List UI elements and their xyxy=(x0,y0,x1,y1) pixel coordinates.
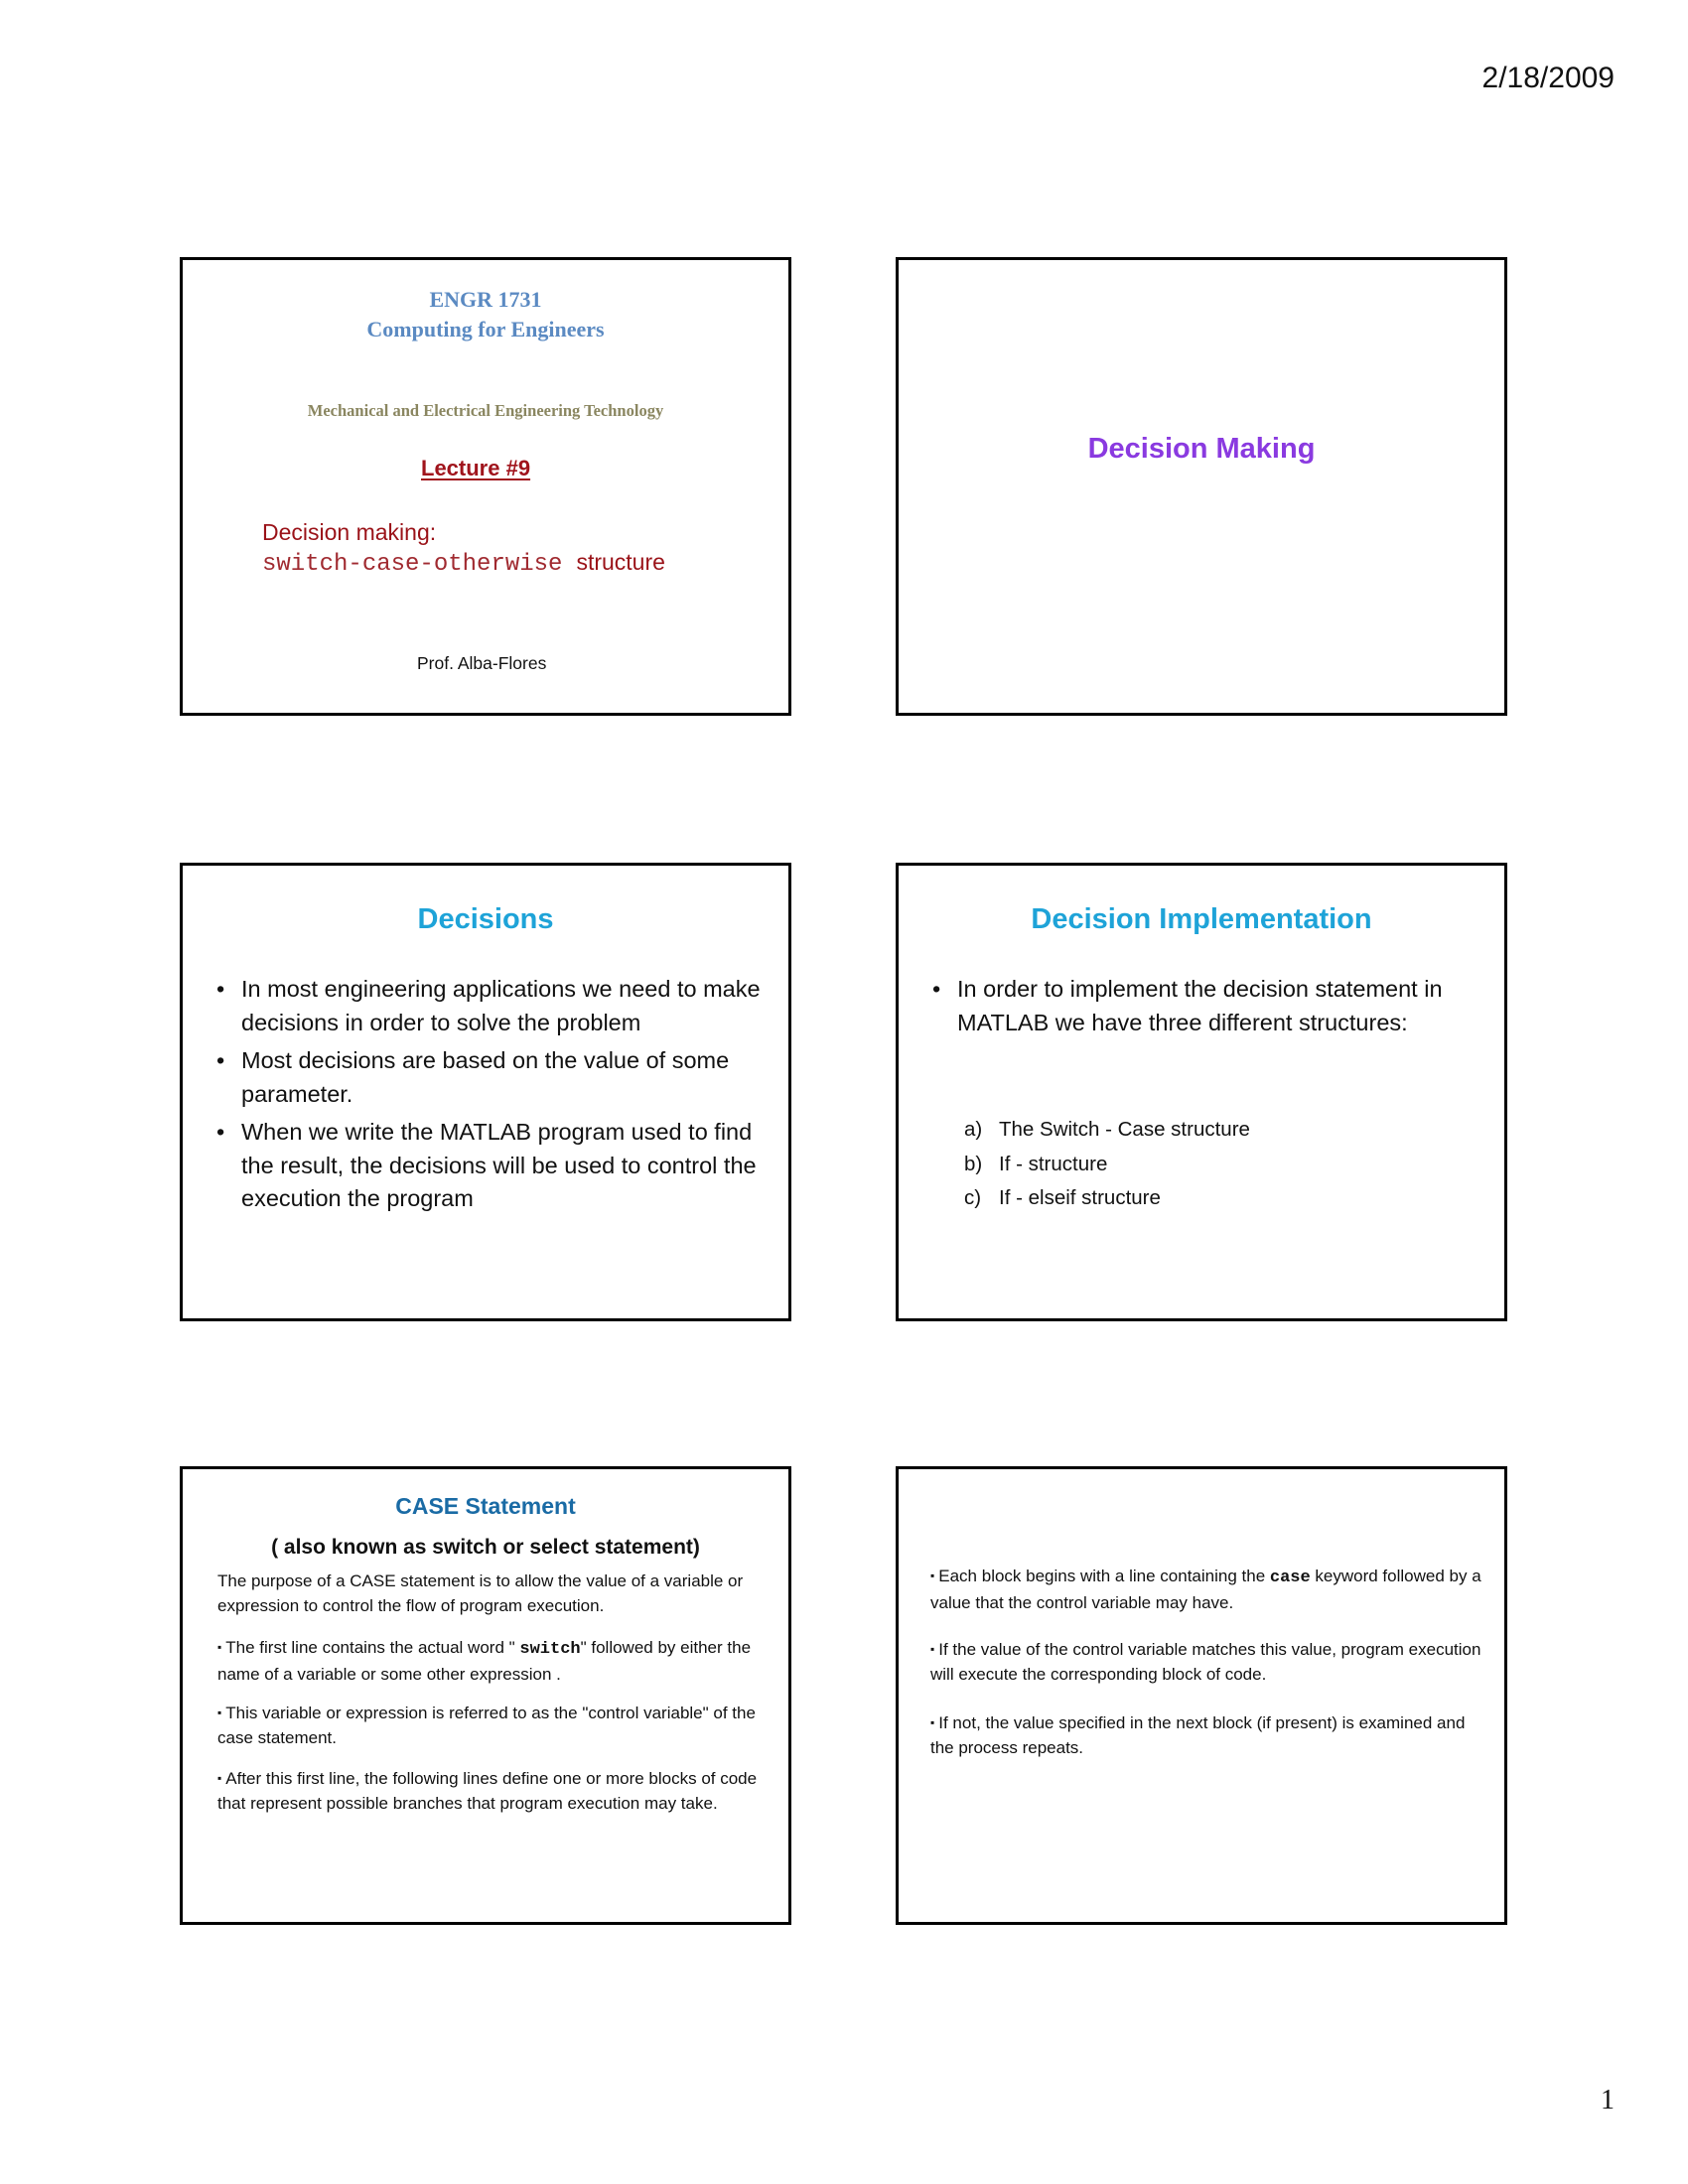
bullet-item: • In order to implement the decision statement in MATLAB we have three different structures: xyxy=(932,973,1484,1039)
bullet-item: • Most decisions are based on the value of some parameter. xyxy=(216,1044,769,1111)
slide-case-statement xyxy=(180,1466,791,1925)
slide-heading: Decisions xyxy=(417,903,554,935)
square-bullet-icon: ▪ xyxy=(930,1569,935,1582)
bullet-list xyxy=(216,973,769,1221)
print-date: 2/18/2009 xyxy=(1481,62,1615,94)
slide-heading: Decision Implementation xyxy=(1031,903,1372,935)
intro-paragraph: The purpose of a CASE statement is to allow the value of a variable or expression to control the flow of program execution. xyxy=(217,1571,744,1615)
department: Mechanical and Electrical Engineering Technology xyxy=(307,401,664,420)
structure-item: a) The Switch - Case structure xyxy=(964,1118,1250,1141)
slide-section-header xyxy=(896,257,1507,716)
bullet-item: • When we write the MATLAB program used to find the result, the decisions will be used to control the execution the program xyxy=(216,1116,769,1216)
lecture-number: Lecture #9 xyxy=(421,456,531,480)
structure-list xyxy=(964,1113,1250,1216)
point-paragraph: ▪ If the value of the control variable matches this value, program execution will execute the corresponding block of code. xyxy=(930,1640,1481,1684)
point-paragraph: ▪ This variable or expression is referred to as the "control variable" of the case statement. xyxy=(217,1704,756,1747)
course-code: ENGR 1731 xyxy=(429,287,542,312)
bullet-icon: • xyxy=(932,976,941,1002)
topic-line-1: Decision making: xyxy=(262,519,437,545)
code-keyword: switch xyxy=(519,1640,581,1659)
section-title: Decision Making xyxy=(1087,433,1316,465)
slide-title xyxy=(180,257,791,716)
slide-heading: CASE Statement xyxy=(395,1493,576,1519)
point-paragraph: ▪ The first line contains the actual word " switch" followed by either the name of a variable or some other expression . xyxy=(217,1638,752,1684)
course-name: Computing for Engineers xyxy=(366,317,605,341)
slide-case-details xyxy=(896,1466,1507,1925)
square-bullet-icon: ▪ xyxy=(217,1706,222,1719)
point-paragraph: ▪ After this first line, the following lines define one or more blocks of code that represent possible branches that program execution may take. xyxy=(217,1769,758,1813)
bullet-icon: • xyxy=(216,1047,225,1073)
professor: Prof. Alba-Flores xyxy=(417,653,547,673)
topic-line-2 xyxy=(262,549,665,578)
square-bullet-icon: ▪ xyxy=(930,1715,935,1729)
topic-code: switch-case-otherwise xyxy=(262,551,563,578)
square-bullet-icon: ▪ xyxy=(217,1640,222,1654)
slide-decisions xyxy=(180,863,791,1321)
slide-decision-implementation xyxy=(896,863,1507,1321)
point-paragraph: ▪ Each block begins with a line containing the case keyword followed by a value that the control variable may have. xyxy=(930,1567,1481,1612)
bullet-list xyxy=(932,973,1484,1044)
topic-suffix: structure xyxy=(576,549,665,575)
bullet-item: • In most engineering applications we need to make decisions in order to solve the problem xyxy=(216,973,769,1039)
square-bullet-icon: ▪ xyxy=(930,1642,935,1656)
bullet-icon: • xyxy=(216,976,225,1002)
structure-item: c) If - elseif structure xyxy=(964,1186,1161,1209)
bullet-icon: • xyxy=(216,1119,225,1145)
page-number: 1 xyxy=(1601,2085,1615,2116)
code-keyword: case xyxy=(1269,1569,1311,1587)
point-paragraph: ▪ If not, the value specified in the next block (if present) is examined and the process repeats. xyxy=(930,1713,1466,1757)
structure-item: b) If - structure xyxy=(964,1152,1108,1175)
square-bullet-icon: ▪ xyxy=(217,1771,222,1785)
slide-subheading: ( also known as switch or select statement) xyxy=(271,1536,700,1559)
